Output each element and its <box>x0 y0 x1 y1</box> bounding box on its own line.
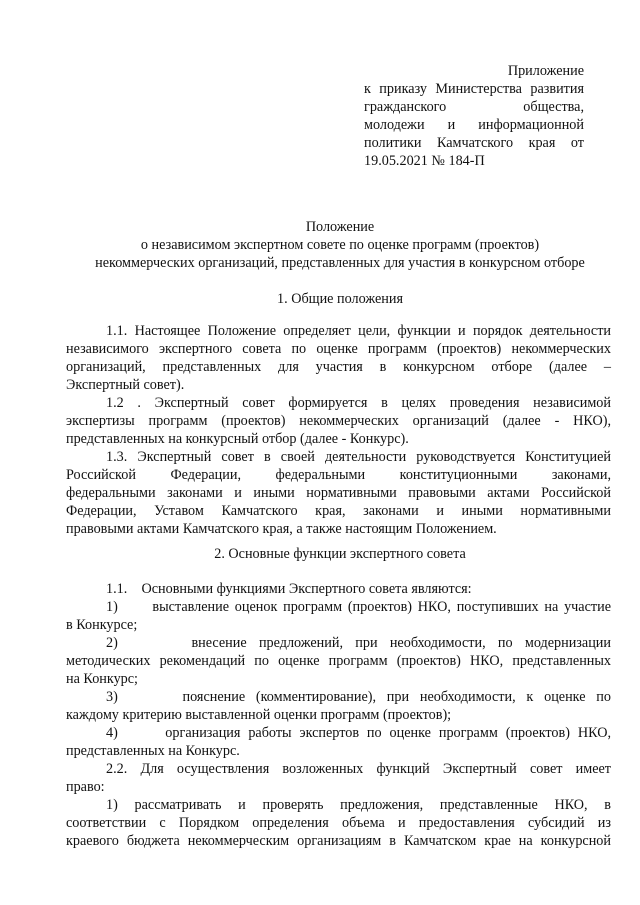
paragraph-line: Федерации, Уставом Камчатского края, законами и иными нормативными <box>66 503 611 519</box>
paragraph-line: организаций, представленных для участия в конкурсном отборе (далее – <box>66 359 611 375</box>
paragraph-line: независимого экспертного совета по оценке программ (проектов) некоммерческих <box>66 341 611 357</box>
section-heading: 1. Общие положения <box>277 291 403 307</box>
paragraph-line: 1) выставление оценок программ (проектов) НКО, поступивших на участие <box>106 599 611 615</box>
paragraph-line: на Конкурс; <box>66 671 138 687</box>
paragraph-line: 3) пояснение (комментирование), при необходимости, к оценке по <box>106 689 611 705</box>
paragraph-line: федеральными законами и иными нормативными правовыми актами Российской <box>66 485 611 501</box>
paragraph-line: право: <box>66 779 105 795</box>
document-title <box>60 218 620 272</box>
title-line: некоммерческих организаций, представленных для участия в конкурсном отборе <box>95 255 585 271</box>
appendix-line: политики Камчатского края от <box>364 135 584 151</box>
paragraph-line: представленных на конкурсный отбор (далее - Конкурс). <box>66 431 409 447</box>
paragraph-line: в Конкурсе; <box>66 617 138 633</box>
appendix-line: Приложение <box>507 63 584 79</box>
section-2-body <box>66 580 611 850</box>
paragraph-line: 1.1. Настоящее Положение определяет цели, функции и порядок деятельности <box>106 323 611 339</box>
paragraph-line: Российской Федерации, федеральными конституционными законами, <box>66 467 611 483</box>
paragraph-line: 1.3. Экспертный совет в своей деятельности руководствуется Конституцией <box>106 449 611 465</box>
paragraph-line: каждому критерию выставленной оценки программ (проектов); <box>66 707 452 723</box>
appendix-line: к приказу Министерства развития <box>364 81 584 97</box>
paragraph-line: представленных на Конкурс. <box>66 743 240 759</box>
appendix-line: молодежи и информационной <box>364 117 584 133</box>
appendix-line: 19.05.2021 № 184-П <box>364 153 485 169</box>
paragraph-line: правовыми актами Камчатского края, а также настоящим Положением. <box>66 521 497 537</box>
paragraph-line: методических рекомендаций по оценке программ (проектов) НКО, представленных <box>66 653 611 669</box>
paragraph-line: 4) организация работы экспертов по оценке программ (проектов) НКО, <box>106 725 611 741</box>
section-heading: 2. Основные функции экспертного совета <box>214 546 466 562</box>
title-line: о независимом экспертном совете по оценке программ (проектов) <box>140 237 540 253</box>
title-line: Положение <box>305 219 375 235</box>
paragraph-line: 2.2. Для осуществления возложенных функций Экспертный совет имеет <box>106 761 611 777</box>
paragraph-line: 1.1. Основными функциями Экспертного совета являются: <box>106 581 472 597</box>
paragraph-line: 1.2 . Экспертный совет формируется в целях проведения независимой <box>106 395 611 411</box>
paragraph-line: Экспертный совет). <box>66 377 185 393</box>
paragraph-line: соответствии с Порядком определения объема и предоставления субсидий из <box>66 815 611 831</box>
appendix-line: гражданского общества, <box>364 99 584 115</box>
paragraph-line: краевого бюджета некоммерческим организациям в Камчатском крае на конкурсной <box>66 833 611 849</box>
appendix-block <box>364 62 584 170</box>
section-1-body <box>66 322 611 538</box>
paragraph-line: экспертизы программ (проектов) некоммерческих организаций (далее - НКО), <box>66 413 611 429</box>
paragraph-line: 1) рассматривать и проверять предложения, представленные НКО, в <box>106 797 611 813</box>
paragraph-line: 2) внесение предложений, при необходимости, по модернизации <box>106 635 611 651</box>
